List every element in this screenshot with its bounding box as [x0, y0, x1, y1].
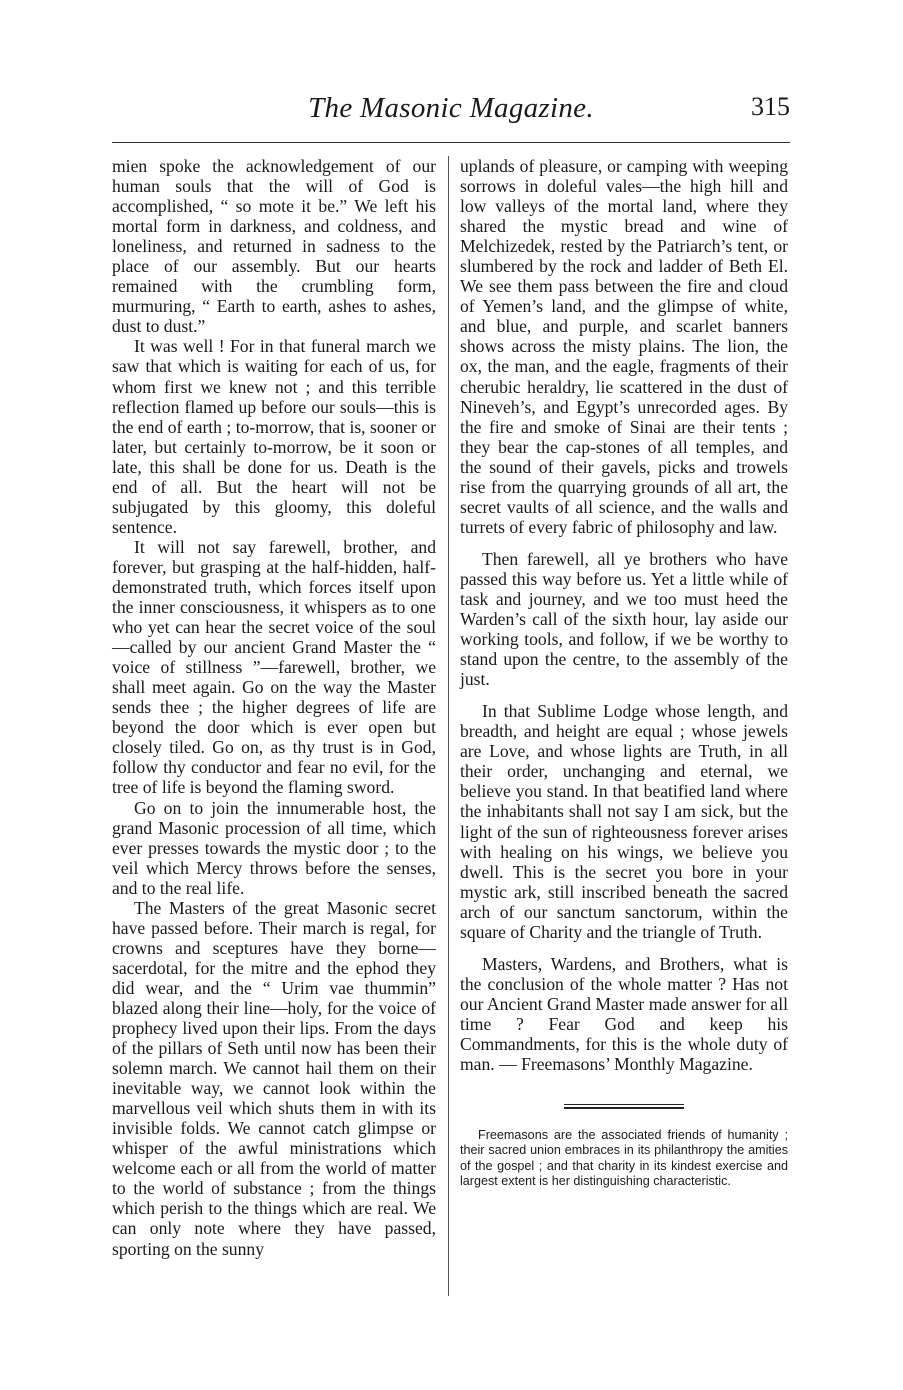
- running-title: The Masonic Magazine.: [308, 92, 594, 124]
- paragraph: Go on to join the innumerable host, the grand Masonic procession of all time, which ever presses towards the mystic door ; to the veil which Mercy throws before the senses, and to the real life.: [112, 797, 436, 898]
- page-header: [112, 92, 790, 132]
- page-number: 315: [751, 92, 790, 121]
- left-column: [112, 156, 436, 1259]
- paragraph: It will not say farewell, brother, and forever, but grasping at the half-hidden, half-demonstrated truth, which forces itself upon the inner consciousness, it whispers as to one who yet can hear the secret voice of the soul—called by our ancient Grand Master the “ voice of stillness ”—farewell, brother, we shall meet again. Go on the way the Master sends thee ; the higher degrees of life are beyond the door which is ever open but closely tiled. Go on, as thy trust is in God, follow thy conductor and fear no evil, for the tree of life is beyond the flaming sword.: [112, 536, 436, 798]
- paragraph: Then farewell, all ye brothers who have passed this way before us. Yet a little while of task and journey, and we too must heed the Warden’s call of the sixth hour, lay aside our working tools, and follow, if we be worthy to stand upon the centre, to the assembly of the just.: [460, 548, 788, 690]
- paragraph: Masters, Wardens, and Brothers, what is the conclusion of the whole matter ? Has not our Ancient Grand Master made answer for all time ? Fear God and keep his Commandments, for this is the whole duty of man. — Freemasons’ Monthly Magazine.: [460, 953, 788, 1075]
- column-divider: [448, 156, 449, 1296]
- section-ornament: [564, 1104, 684, 1110]
- footnote: Freemasons are the associated friends of humanity ; their sacred union embraces in its philanthropy the amities of the gospel ; and that charity in its kindest exercise and largest extent is her distinguishing characteristic.: [460, 1128, 788, 1189]
- paragraph: uplands of pleasure, or camping with weeping sorrows in doleful vales—the high hill and low valleys of the mortal land, where they shared the mystic bread and wine of Melchizedek, rested by the Patriarch’s tent, or slumbered by the rock and ladder of Beth El. We see them pass between the fire and cloud of Yemen’s land, and the glimpse of white, and blue, and purple, and scarlet banners shows across the misty plains. The lion, the ox, the man, and the eagle, fragments of their cherubic heraldry, lie scattered in the dust of Nineveh’s, and Egypt’s unrecorded ages. By the fire and smoke of Sinai are their tents ; they bear the cap-stones of all temples, and the sound of their gavels, picks and trowels rise from the quarrying grounds of all art, the secret vaults of all science, and the walls and turrets of every fabric of philosophy and law.: [460, 156, 788, 537]
- header-rule: [112, 142, 790, 143]
- paragraph: mien spoke the acknowledgement of our human souls that the will of God is accomplished, “ so mote it be.” We left his mortal form in darkness, and coldness, and loneliness, and returned in sadness to the place of our assembly. But our hearts remained with the crumbling form, murmuring, “ Earth to earth, ashes to ashes, dust to dust.”: [112, 156, 436, 337]
- paragraph: In that Sublime Lodge whose length, and breadth, and height are equal ; whose jewels are Love, and whose lights are Truth, in all their order, unchanging and eternal, we believe you stand. In that beatified land where the inhabitants shall not say I am sick, but the light of the sun of righteousness forever arises with healing on his wings, we believe you dwell. This is the secret you bore in your mystic ark, still inscribed beneath the sacred arch of our sanctum sanctorum, within the square of Charity and the triangle of Truth.: [460, 701, 788, 942]
- paragraph: The Masters of the great Masonic secret have passed before. Their march is regal, for crowns and sceptures have they borne—sacerdotal, for the mitre and the ephod they did wear, and the “ Urim vae thummin” blazed along their line—holy, for the voice of prophecy lived upon their lips. From the days of the pillars of Seth until now has been their solemn march. We cannot hail them on their inevitable way, we cannot look within the marvellous veil which shuts them in with its invisible folds. We cannot catch glimpse or whisper of the awful ministrations which welcome each or all from the world of matter to the world of substance ; from the things which perish to the things which are real. We can only note where they have passed, sporting on the sunny: [112, 897, 436, 1259]
- paragraph: It was well ! For in that funeral march we saw that which is waiting for each of us, for whom first we knew not ; and this terrible reflection flamed up before our souls—this is the end of earth ; to-morrow, that is, sooner or later, but certainly to-morrow, be it soon or late, this shall be done for us. Death is the end of all. But the heart will not be subjugated by this gloomy, this doleful sentence.: [112, 336, 436, 537]
- right-column: [460, 156, 788, 1190]
